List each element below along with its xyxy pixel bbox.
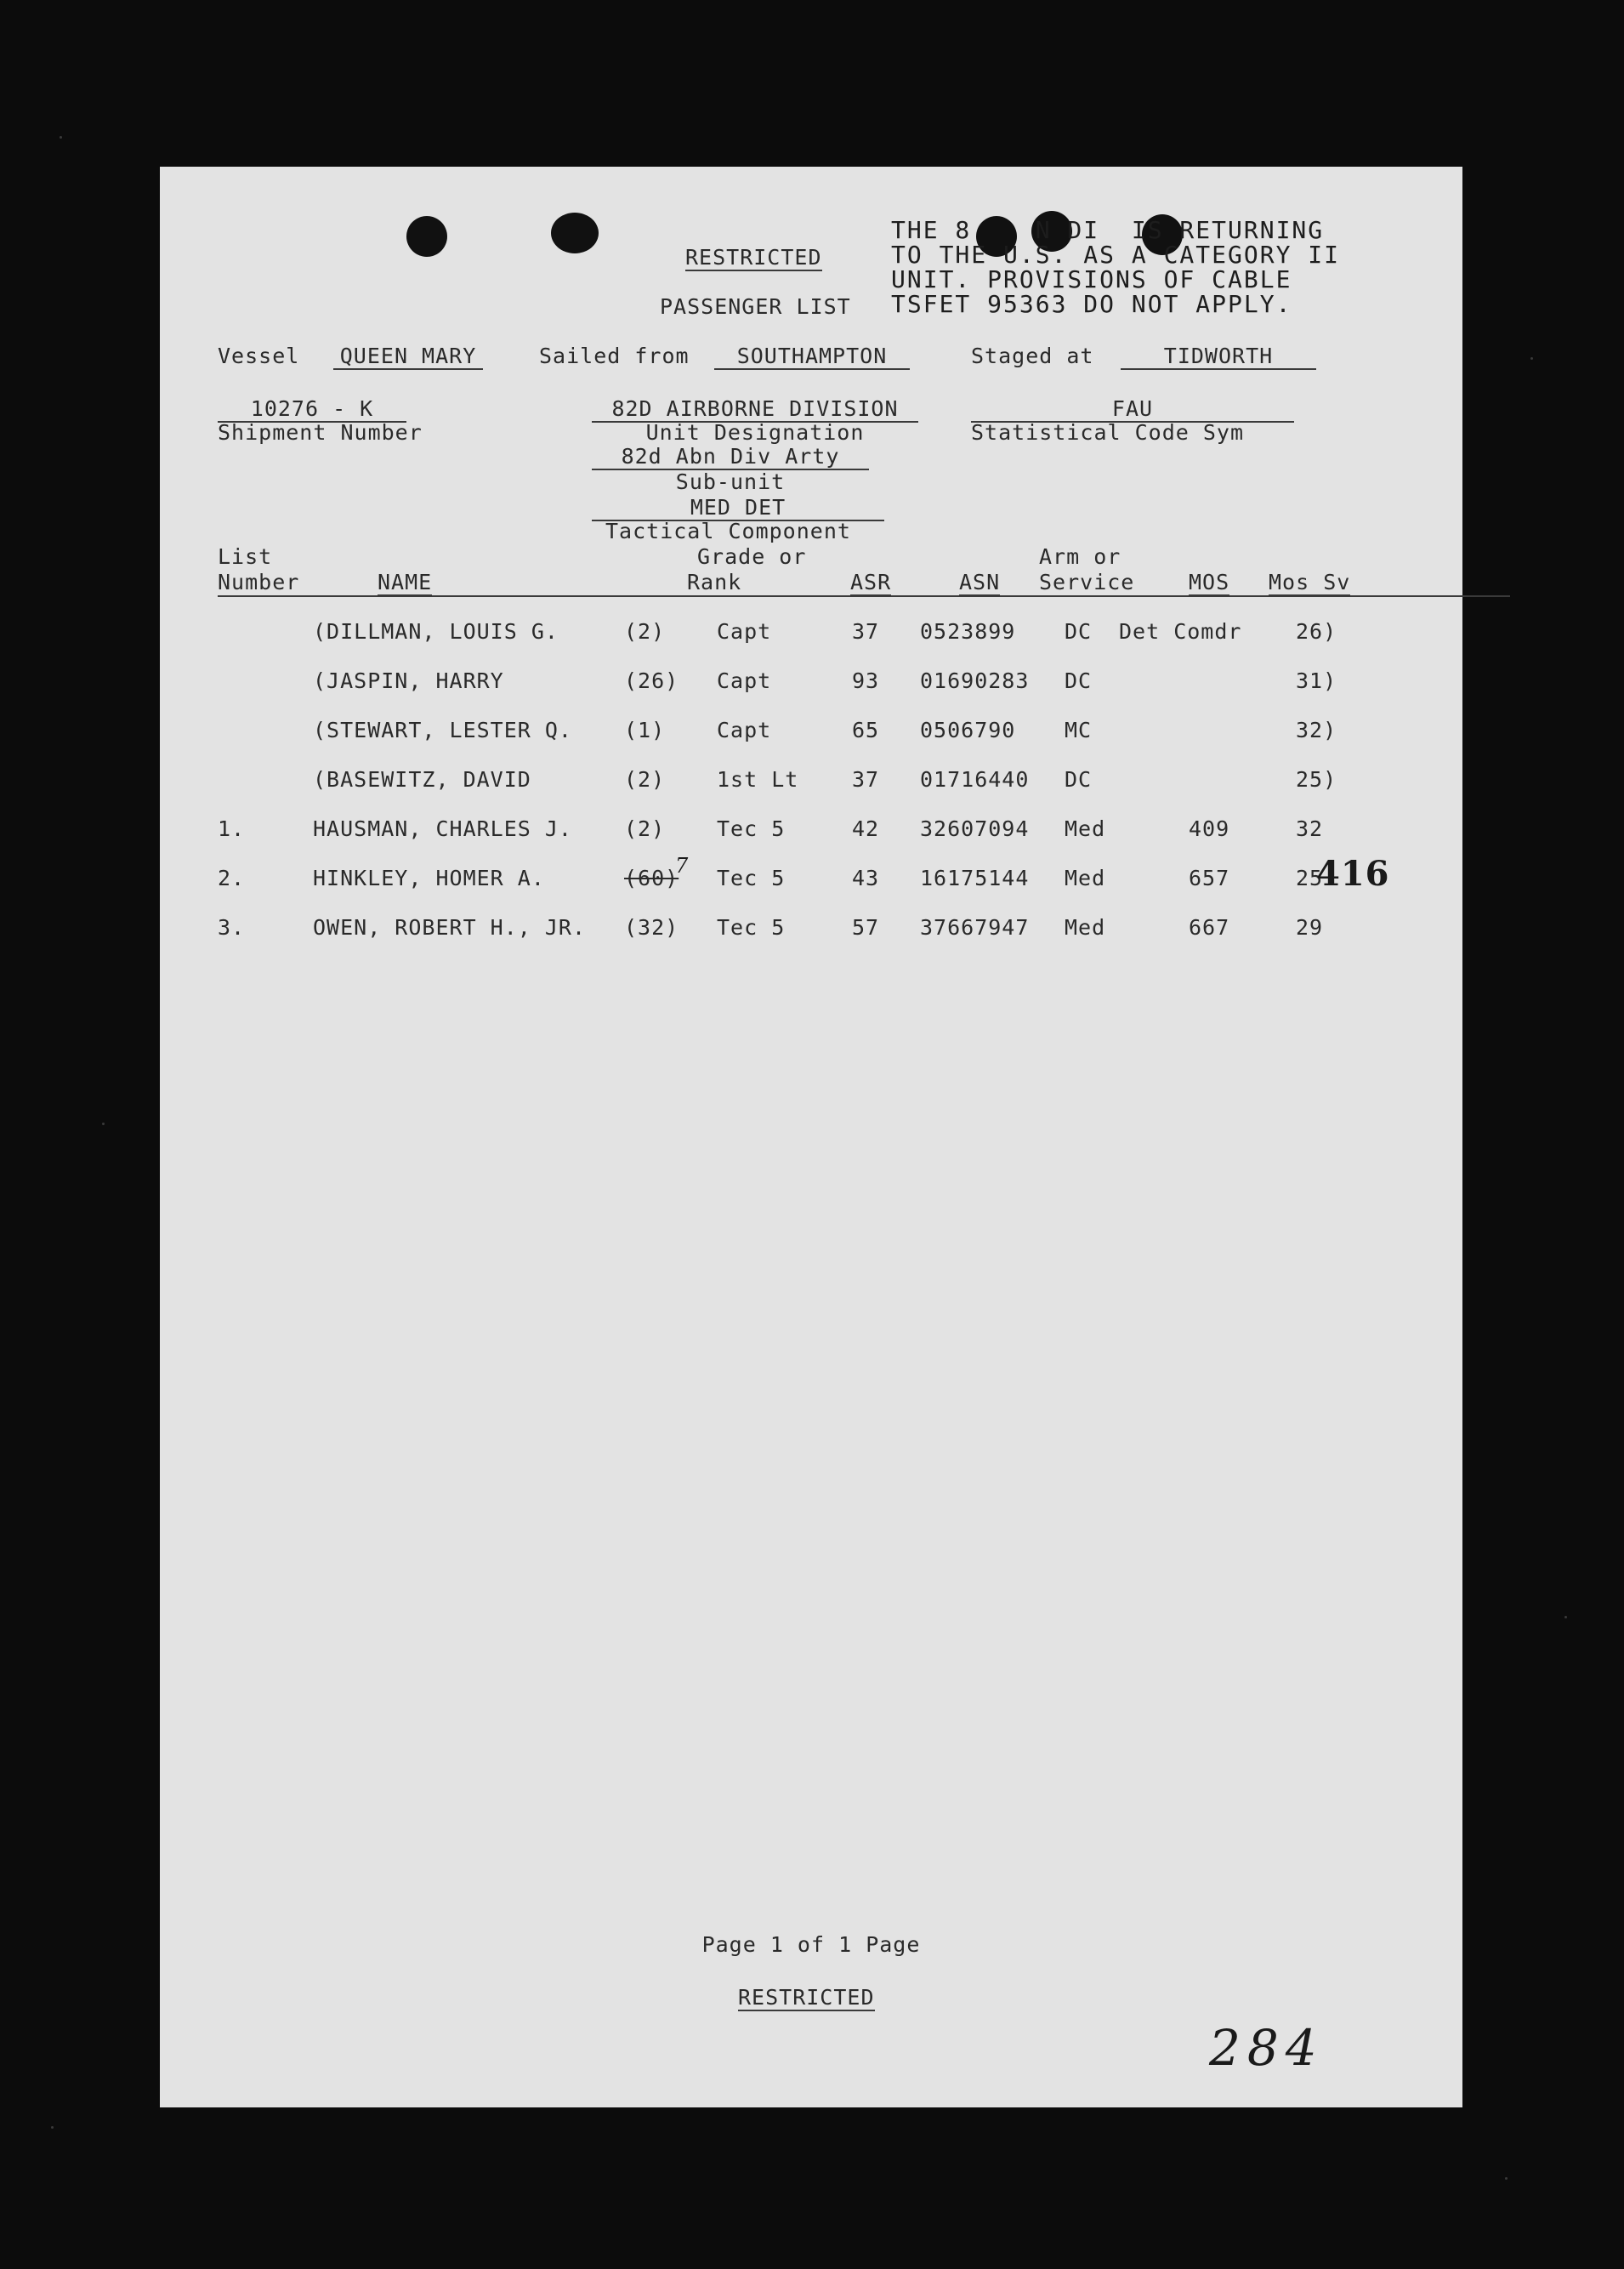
notice-line: TO THE U.S. AS A CATEGORY II [891,241,1341,269]
scan-speck [1505,2177,1508,2180]
table-row [160,915,1462,949]
unit-designation-value: 82D AIRBORNE DIVISION [592,396,918,423]
shipment-number-value: 10276 - K [218,396,406,423]
row-asr: 37 [852,767,880,792]
row-rank: Tec 5 [717,816,786,841]
scan-speck [1530,357,1533,360]
table-row [160,619,1462,653]
row-asn: 0523899 [920,619,1016,644]
column-list-number-line: List [218,544,273,569]
column-mos-sv: Mos Sv [1269,570,1351,594]
row-asr: 43 [852,866,880,890]
row-arm: Med [1065,816,1106,841]
restricted-marking-bottom: RESTRICTED [738,1985,875,2010]
statistical-code-label: Statistical Code Sym [971,420,1245,445]
column-arm-line: Service [1039,570,1134,597]
shipment-number-label: Shipment Number [218,420,423,445]
row-name: OWEN, ROBERT H., JR. [313,915,587,940]
punch-hole [406,216,447,257]
row-rank: Capt [717,619,772,644]
table-row [160,668,1462,702]
staged-at-label: Staged at [971,344,1094,368]
sailed-from-label: Sailed from [539,344,690,368]
row-name: (STEWART, LESTER Q. [313,718,572,742]
row-asr: 93 [852,668,880,693]
document-page [160,167,1462,2107]
column-arm-line: Arm or [1039,544,1121,569]
row-code: (2) [624,816,666,841]
restricted-marking-top: RESTRICTED [685,245,822,270]
row-rank: Capt [717,668,772,693]
row-asr: 65 [852,718,880,742]
row-number: 2. [218,866,246,890]
row-asn: 32607094 [920,816,1030,841]
row-name: HINKLEY, HOMER A. [313,866,545,890]
row-arm: DC [1065,619,1093,644]
row-arm: DC [1065,767,1093,792]
row-name: (JASPIN, HARRY [313,668,504,693]
side-number-416: 416 [1316,854,1390,894]
row-asn: 01690283 [920,668,1030,693]
column-name: NAME [378,570,433,594]
table-row [160,767,1462,801]
column-mos: MOS [1189,570,1230,594]
row-asn: 0506790 [920,718,1016,742]
row-code: (2) [624,619,666,644]
row-mos-sv: 31) [1296,668,1337,693]
notice-line: THE 8 N DI IS RETURNING [891,216,1325,244]
row-mos: Det Comdr [1119,619,1242,644]
row-name: (BASEWITZ, DAVID [313,767,531,792]
table-row [160,854,1462,900]
sailed-from-value: SOUTHAMPTON [714,344,910,370]
row-mos-sv: 29 [1296,915,1324,940]
table-row [160,816,1462,850]
statistical-code-value: FAU [971,396,1294,423]
table-row [160,718,1462,752]
row-mos: 667 [1189,915,1230,940]
row-rank: 1st Lt [717,767,799,792]
subunit-value: 82d Abn Div Arty [592,444,869,470]
vessel-label: Vessel [218,344,300,368]
row-arm: Med [1065,866,1106,890]
row-asr: 42 [852,816,880,841]
vessel-value: QUEEN MARY [333,344,483,370]
scan-speck [51,2126,54,2129]
handwritten-page-number: 284 [1209,2019,1324,2077]
row-rank: Tec 5 [717,866,786,890]
row-number: 3. [218,915,246,940]
row-mos: 657 [1189,866,1230,890]
column-list-number-line: Number [218,570,299,597]
column-grade-rank [687,544,806,597]
scan-speck [102,1123,105,1125]
row-mos-sv: 25) [1296,767,1337,792]
row-arm: MC [1065,718,1093,742]
column-arm-service [1039,544,1134,597]
row-mos-sv: 32 [1296,816,1324,841]
column-asn: ASN [959,570,1001,594]
row-rank: Capt [717,718,772,742]
row-arm: Med [1065,915,1106,940]
column-asr: ASR [850,570,892,594]
tactical-component-label: Tactical Component [605,519,851,543]
category-notice [891,218,1340,316]
row-rank: Tec 5 [717,915,786,940]
punch-hole [551,213,599,253]
row-mos-sv: 32) [1296,718,1337,742]
row-asn: 01716440 [920,767,1030,792]
staged-at-value: TIDWORTH [1121,344,1316,370]
tactical-component-value: MED DET [592,495,884,521]
row-code: (1) [624,718,666,742]
row-number: 1. [218,816,246,841]
row-code-struck: (60) [624,866,679,890]
header-rule [218,595,1510,597]
document-title: PASSENGER LIST [660,294,851,319]
notice-line: UNIT. PROVISIONS OF CABLE [891,265,1292,293]
scan-speck [60,136,62,139]
column-list-number [218,544,299,597]
subunit-label: Sub-unit [675,469,786,494]
row-mos: 409 [1189,816,1230,841]
row-asr: 57 [852,915,880,940]
notice-line: TSFET 95363 DO NOT APPLY. [891,290,1292,318]
row-code: (32) [624,915,679,940]
row-code: (2) [624,767,666,792]
row-mos-sv: 25 [1296,866,1324,890]
page-indicator: Page 1 of 1 Page [701,1932,921,1957]
row-mos-sv: 26) [1296,619,1337,644]
unit-designation-label: Unit Designation [645,420,865,445]
row-arm: DC [1065,668,1093,693]
row-code: (26) [624,668,679,693]
row-asr: 37 [852,619,880,644]
handwritten-code-correction: 7 [675,854,690,878]
row-name: HAUSMAN, CHARLES J. [313,816,572,841]
column-grade-line: Grade or [697,544,807,569]
row-name: (DILLMAN, LOUIS G. [313,619,559,644]
row-asn: 37667947 [920,915,1030,940]
row-asn: 16175144 [920,866,1030,890]
scan-speck [1564,1616,1567,1618]
column-grade-line: Rank [687,570,806,597]
